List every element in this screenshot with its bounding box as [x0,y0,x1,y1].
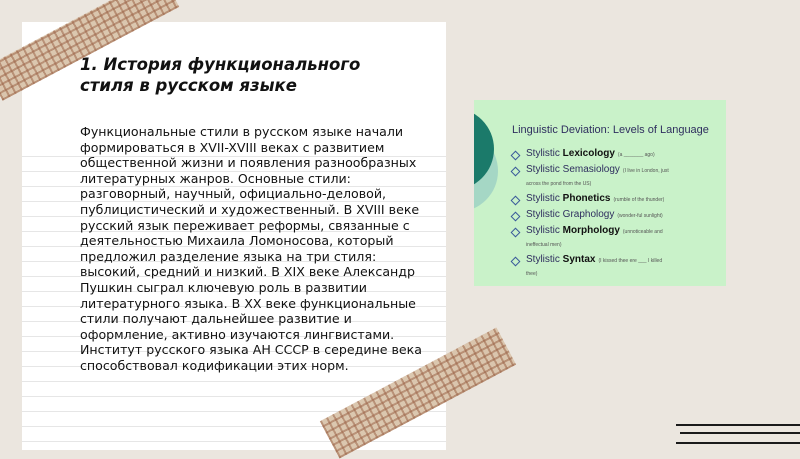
level-prefix: Stylistic [526,148,563,159]
level-prefix: Stylistic Semasiology [526,164,620,175]
list-item [510,193,669,206]
level-note: (wonder-ful sunlight) [617,213,663,219]
level-key: Lexicology [562,148,615,159]
level-note-extra: ineffectual men) [526,242,562,248]
level-note: (a _______ ago) [617,152,655,158]
diamond-bullet-icon [511,151,521,161]
diamond-bullet-icon [511,228,521,238]
level-prefix: Stylistic [526,193,563,204]
decorative-line [676,424,800,426]
level-note: (I kissed thee ere ___ I killed [598,258,663,264]
level-note-extra: thee) [526,271,538,277]
diamond-bullet-icon [511,167,521,177]
slide-body-text: Функциональные стили в русском языке начали формироваться в XVII-XVIII веках с развитием общественной жизни и появления разнообразных литературных жанров. Основные стили: разговорный, научный, официально-деловой, публицистический и художественный. В XVIII веке русский язык переживает реформы, связанные с деятельностью Михаила Ломоносова, который предложил разделение языка на три стиля: высокий, средний и низкий. В XIX веке Александр Пушкин сыграл ключевую роль в развитии литературного языка. В XX веке функциональные стили получают дальнейшее развитие и оформление, активно изучаются лингвистами. Институт русского языка АН СССР в середине века способствовал кодификации этих норм. [80,124,422,373]
level-prefix: Stylistic Graphology [526,209,615,220]
list-item [510,209,669,222]
level-key: Phonetics [562,193,611,204]
decorative-lines [676,424,800,450]
decorative-line [680,432,800,434]
level-note: (unnoticeable and [622,229,663,235]
levels-list [510,148,669,283]
list-item [510,254,669,280]
level-key: Syntax [562,254,596,265]
slide-title: 1. История функционального стиля в русском языке [80,55,361,95]
level-prefix: Stylistic [526,254,563,265]
list-item [510,225,669,251]
diamond-bullet-icon [511,257,521,267]
level-note: (I live in London, just [622,168,669,174]
diamond-bullet-icon [511,196,521,206]
list-item [510,164,669,190]
level-note: (rumble of the thunder) [613,197,665,203]
level-prefix: Stylistic [526,225,563,236]
list-item [510,148,669,161]
decorative-line [676,442,800,444]
level-key: Morphology [562,225,620,236]
image-title: Linguistic Deviation: Levels of Language [512,124,709,136]
linguistic-deviation-image [474,100,726,286]
level-note-extra: across the pond from the US) [526,181,592,187]
diamond-bullet-icon [511,212,521,222]
